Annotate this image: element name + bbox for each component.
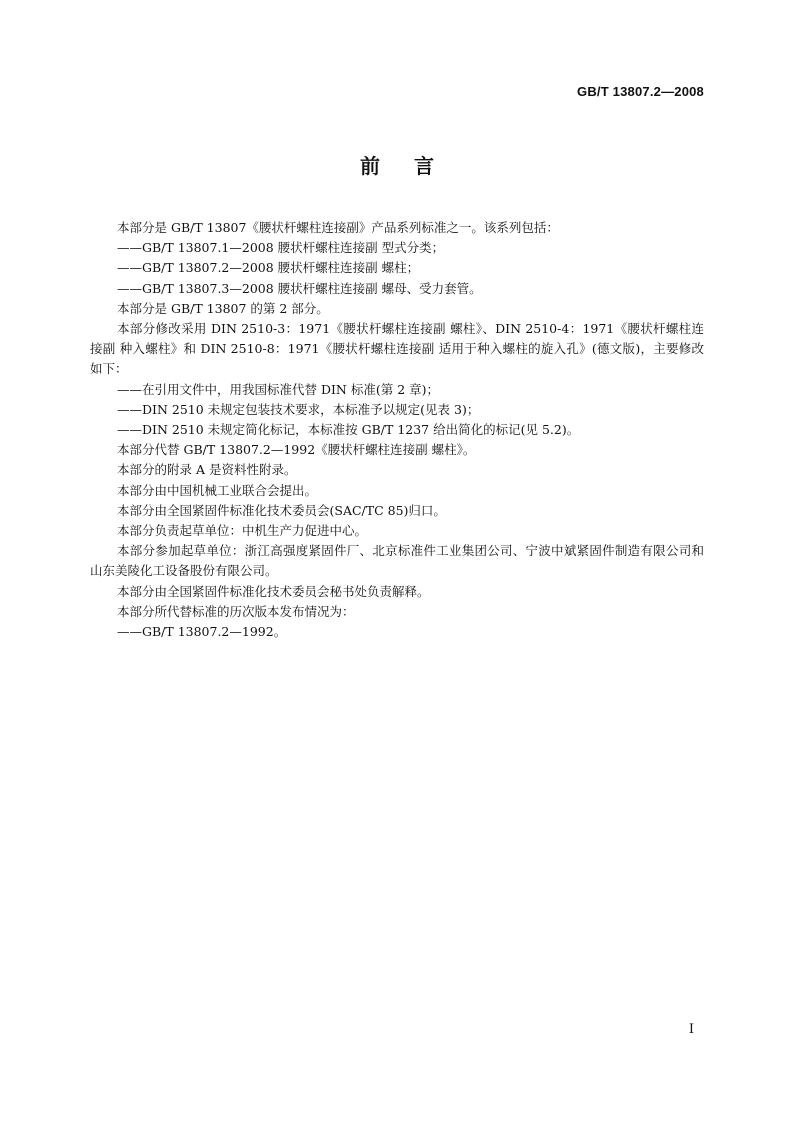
paragraph: 本部分由中国机械工业联合会提出。 bbox=[117, 482, 318, 498]
paragraph: 本部分由全国紧固件标准化技术委员会秘书处负责解释。 bbox=[117, 583, 430, 599]
list-item: ——DIN 2510 未规定包装技术要求，本标准予以规定(见表 3)； bbox=[117, 401, 480, 417]
paragraph: 本部分由全国紧固件标准化技术委员会(SAC/TC 85)归口。 bbox=[117, 502, 446, 518]
page-title: 前言 bbox=[360, 154, 468, 178]
list-item: ——GB/T 13807.1—2008 腰状杆螺柱连接副 型式分类； bbox=[117, 240, 445, 256]
page-number: I bbox=[688, 1022, 694, 1037]
list-item: ——在引用文件中，用我国标准代替 DIN 标准(第 2 章)； bbox=[117, 381, 439, 397]
paragraph: 本部分修改采用 DIN 2510-3：1971《腰状杆螺柱连接副 螺柱》、DIN 2510-4：1971《腰状杆螺柱连接副 种入螺柱》和 DIN 2510-8：1971《腰状杆螺柱连接副 适用于种入螺柱的旋入孔》(德文版)，主要修改如下： bbox=[90, 321, 704, 377]
list-item: ——GB/T 13807.2—1992。 bbox=[117, 624, 287, 640]
paragraph: 本部分所代替标准的历次版本发布情况为： bbox=[117, 603, 355, 619]
paragraph: 本部分是 GB/T 13807 的第 2 部分。 bbox=[117, 300, 329, 316]
list-item: ——DIN 2510 未规定简化标记，本标准按 GB/T 1237 给出简化的标记(见 5.2)。 bbox=[117, 422, 580, 438]
paragraph: 本部分代替 GB/T 13807.2—1992《腰状杆螺柱连接副 螺柱》。 bbox=[117, 442, 476, 458]
standard-code-header: GB/T 13807.2—2008 bbox=[577, 84, 704, 99]
paragraph: 本部分负责起草单位：中机生产力促进中心。 bbox=[117, 523, 368, 539]
foreword-body bbox=[90, 218, 704, 642]
paragraph: 本部分的附录 A 是资料性附录。 bbox=[117, 462, 297, 478]
paragraph: 本部分是 GB/T 13807《腰状杆螺柱连接副》产品系列标准之一。该系列包括： bbox=[117, 220, 559, 235]
paragraph: 本部分参加起草单位：浙江高强度紧固件厂、北京标准件工业集团公司、宁波中斌紧固件制造有限公司和山东美陵化工设备股份有限公司。 bbox=[90, 543, 704, 579]
list-item: ——GB/T 13807.3—2008 腰状杆螺柱连接副 螺母、受力套管。 bbox=[117, 280, 482, 296]
list-item: ——GB/T 13807.2—2008 腰状杆螺柱连接副 螺柱； bbox=[117, 260, 420, 276]
